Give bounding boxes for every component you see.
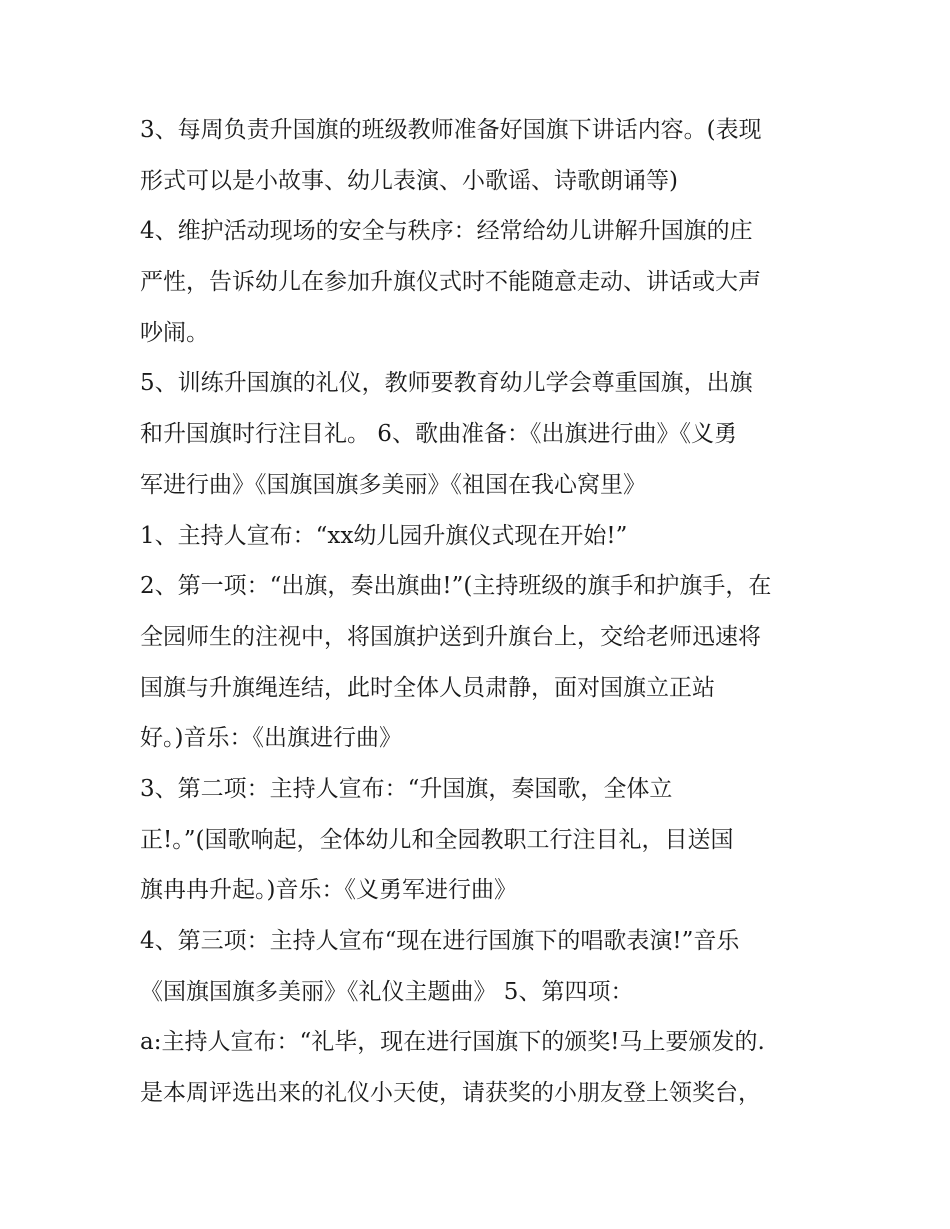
text-line: 吵闹。 <box>140 319 209 346</box>
text-line: a:主持人宣布：“礼毕，现在进行国旗下的颁奖!马上要颁发的. <box>140 1029 765 1056</box>
text-line: 全园师生的注视中，将国旗护送到升旗台上，交给老师迅速将 <box>140 623 761 650</box>
text-line: 和升国旗时行注目礼。 6、歌曲准备：《出旗进行曲》《义勇 <box>140 421 737 448</box>
text-line: 2、第一项：“出旗，奏出旗曲!”(主持班级的旗手和护旗手，在 <box>140 573 772 600</box>
text-line: 军进行曲》《国旗国旗多美丽》《祖国在我心窝里》 <box>140 471 646 498</box>
text-line: 旗冉冉升起。)音乐：《义勇军进行曲》 <box>140 877 517 904</box>
text-line: 3、每周负责升国旗的班级教师准备好国旗下讲话内容。(表现 <box>140 117 762 143</box>
text-line: 是本周评选出来的礼仪小天使，请获奖的小朋友登上领奖台， <box>140 1080 761 1107</box>
text-line: 4、维护活动现场的安全与秩序：经常给幼儿讲解升国旗的庄 <box>140 218 753 245</box>
text-line: 形式可以是小故事、幼儿表演、小歌谣、诗歌朗诵等) <box>140 167 678 194</box>
text-line: 好。)音乐：《出旗进行曲》 <box>140 725 402 752</box>
text-line: 1、主持人宣布：“xx幼儿园升旗仪式现在开始!” <box>140 522 628 549</box>
text-line: 严性，告诉幼儿在参加升旗仪式时不能随意走动、讲话或大声 <box>140 269 761 296</box>
text-line: 国旗与升旗绳连结，此时全体人员肃静，面对国旗立正站 <box>140 674 715 701</box>
text-line: 3、第二项：主持人宣布：“升国旗，奏国歌，全体立 <box>140 775 673 802</box>
text-line: 《国旗国旗多美丽》《礼仪主题曲》 5、第四项： <box>140 978 634 1005</box>
document-body <box>140 105 830 1119</box>
text-line: 4、第三项：主持人宣布“现在进行国旗下的唱歌表演!”音乐 <box>140 928 740 954</box>
text-line: 5、训练升国旗的礼仪，教师要教育幼儿学会尊重国旗，出旗 <box>140 370 753 397</box>
text-line: 正!。”(国歌响起，全体幼儿和全园教职工行注目礼，目送国 <box>140 826 734 853</box>
